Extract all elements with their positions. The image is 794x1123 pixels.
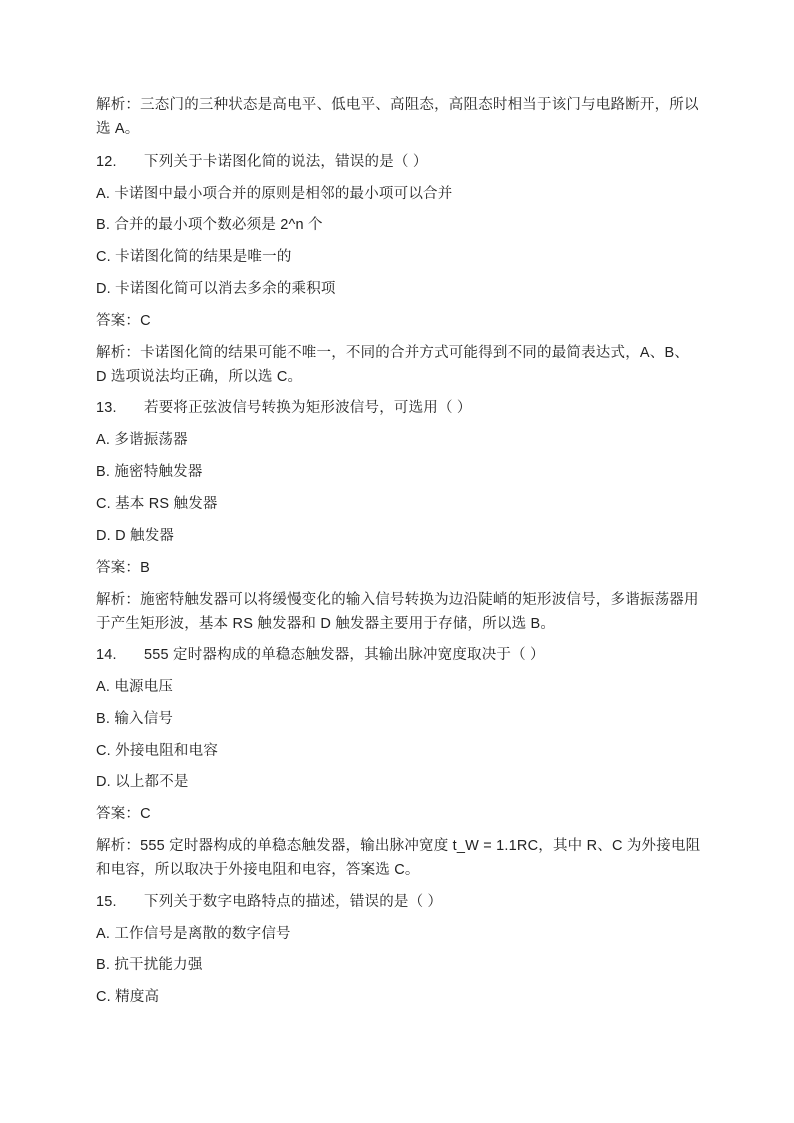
option-b: B. 输入信号 <box>96 711 174 727</box>
option-a: A. 多谐振荡器 <box>96 432 188 448</box>
option-d: D. 卡诺图化简可以消去多余的乘积项 <box>96 281 336 297</box>
option-b: B. 施密特触发器 <box>96 464 203 480</box>
option-c: C. 基本 RS 触发器 <box>96 496 218 512</box>
option-b: B. 合并的最小项个数必须是 2^n 个 <box>96 217 323 233</box>
explanation-line: 解析：555 定时器构成的单稳态触发器，输出脉冲宽度 t_W = 1.1RC，其中 R、C 为外接电阻 <box>96 838 701 854</box>
option-a: A. 电源电压 <box>96 679 174 695</box>
option-c: C. 外接电阻和电容 <box>96 743 219 759</box>
question-text: 若要将正弦波信号转换为矩形波信号，可选用（ ） <box>144 400 472 416</box>
option-a: A. 卡诺图中最小项合并的原则是相邻的最小项可以合并 <box>96 186 453 202</box>
option-d: D. 以上都不是 <box>96 774 189 790</box>
question-15 <box>96 892 706 912</box>
explanation-line: 选 A。 <box>96 121 140 137</box>
answer: 答案：C <box>96 313 151 329</box>
explanation-line: D 选项说法均正确，所以选 C。 <box>96 369 303 385</box>
question-text: 555 定时器构成的单稳态触发器，其输出脉冲宽度取决于（ ） <box>144 647 545 663</box>
explanation-line: 解析：三态门的三种状态是高电平、低电平、高阻态，高阻态时相当于该门与电路断开，所以 <box>96 97 699 113</box>
question-text: 下列关于卡诺图化简的说法，错误的是（ ） <box>144 154 428 170</box>
explanation-line: 和电容，所以取决于外接电阻和电容，答案选 C。 <box>96 862 420 878</box>
answer: 答案：B <box>96 560 150 576</box>
question-12 <box>96 152 706 172</box>
question-13 <box>96 398 706 418</box>
explanation-line: 解析：施密特触发器可以将缓慢变化的输入信号转换为边沿陡峭的矩形波信号，多谐振荡器用 <box>96 592 699 608</box>
option-d: D. D 触发器 <box>96 528 175 544</box>
question-number: 12. <box>96 154 117 170</box>
question-number: 15. <box>96 894 117 910</box>
option-c: C. 精度高 <box>96 989 160 1005</box>
option-b: B. 抗干扰能力强 <box>96 957 203 973</box>
question-text: 下列关于数字电路特点的描述，错误的是（ ） <box>144 894 443 910</box>
question-number: 14. <box>96 647 117 663</box>
answer: 答案：C <box>96 806 151 822</box>
option-c: C. 卡诺图化简的结果是唯一的 <box>96 249 292 265</box>
explanation-line: 于产生矩形波，基本 RS 触发器和 D 触发器主要用于存储，所以选 B。 <box>96 616 556 632</box>
explanation-line: 解析：卡诺图化简的结果可能不唯一，不同的合并方式可能得到不同的最简表达式，A、B、 <box>96 345 690 361</box>
question-14 <box>96 645 706 665</box>
question-number: 13. <box>96 400 117 416</box>
option-a: A. 工作信号是离散的数字信号 <box>96 926 291 942</box>
